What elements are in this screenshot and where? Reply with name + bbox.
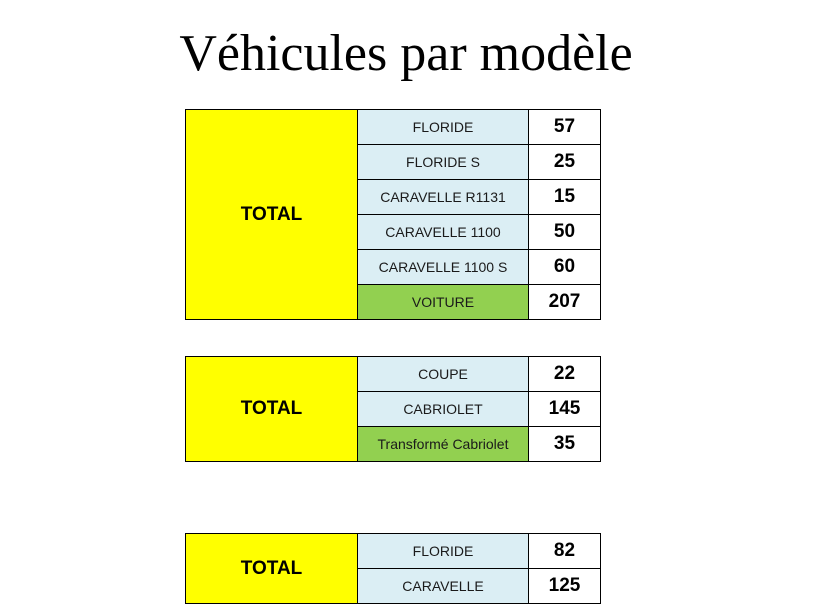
table-row xyxy=(186,357,601,392)
total-cell: TOTAL xyxy=(186,110,358,320)
model-label-cell: FLORIDE S xyxy=(358,145,529,180)
count-value-cell: 50 xyxy=(529,215,601,250)
summary-table xyxy=(185,109,601,320)
table-row xyxy=(186,534,601,569)
count-value-cell: 207 xyxy=(529,285,601,320)
count-value-cell: 82 xyxy=(529,534,601,569)
model-label-cell: CARAVELLE xyxy=(358,569,529,604)
model-label-cell: FLORIDE xyxy=(358,110,529,145)
count-value-cell: 60 xyxy=(529,250,601,285)
model-label-cell: COUPE xyxy=(358,357,529,392)
count-value-cell: 15 xyxy=(529,180,601,215)
model-label-cell: CABRIOLET xyxy=(358,392,529,427)
model-label-cell: CARAVELLE 1100 S xyxy=(358,250,529,285)
count-value-cell: 57 xyxy=(529,110,601,145)
summary-table xyxy=(185,533,601,604)
count-value-cell: 22 xyxy=(529,357,601,392)
count-value-cell: 35 xyxy=(529,427,601,462)
subtotal-label-cell: VOITURE xyxy=(358,285,529,320)
count-value-cell: 125 xyxy=(529,569,601,604)
model-label-cell: CARAVELLE 1100 xyxy=(358,215,529,250)
page-title: Véhicules par modèle xyxy=(179,25,633,82)
model-label-cell: FLORIDE xyxy=(358,534,529,569)
subtotal-label-cell: Transformé Cabriolet xyxy=(358,427,529,462)
total-cell: TOTAL xyxy=(186,534,358,604)
count-value-cell: 145 xyxy=(529,392,601,427)
summary-table xyxy=(185,356,601,462)
model-label-cell: CARAVELLE R1131 xyxy=(358,180,529,215)
count-value-cell: 25 xyxy=(529,145,601,180)
table-row xyxy=(186,110,601,145)
total-cell: TOTAL xyxy=(186,357,358,462)
